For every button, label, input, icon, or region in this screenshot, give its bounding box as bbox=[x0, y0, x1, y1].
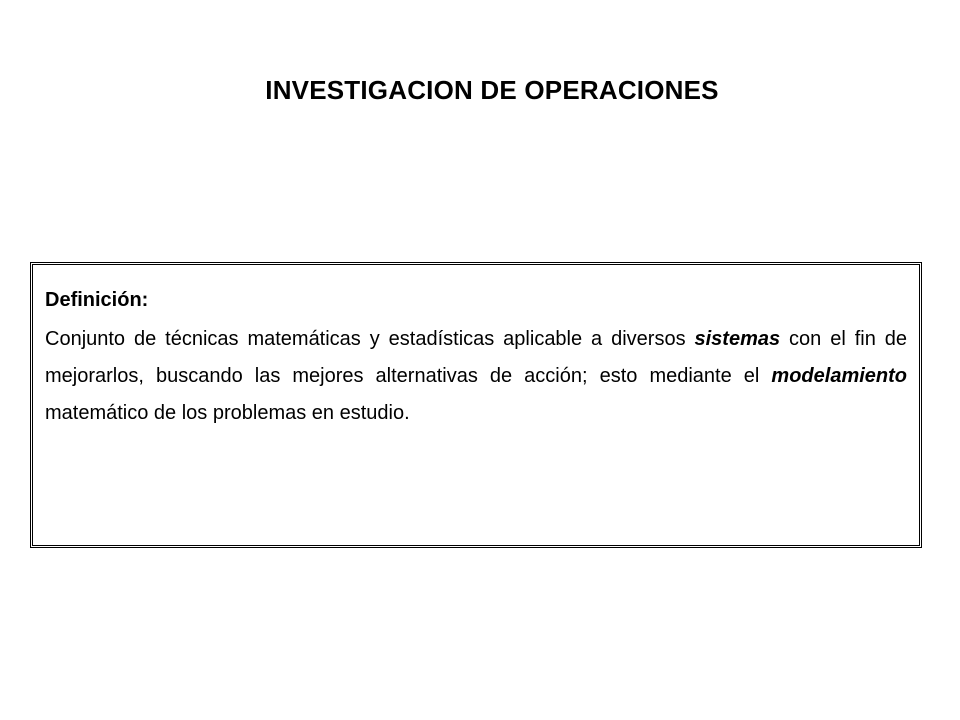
slide-title: INVESTIGACION DE OPERACIONES bbox=[265, 75, 719, 105]
definition-heading: Definición: bbox=[45, 289, 149, 311]
definition-text-part-2: con el fin de mejorarlos, buscando las mejores alternativas de acción; esto mediante el bbox=[45, 328, 907, 387]
term-sistemas: sistemas bbox=[694, 328, 781, 350]
definition-text bbox=[45, 321, 907, 432]
term-modelamiento: modelamiento bbox=[771, 365, 907, 387]
definition-text-part-3: matemático de los problemas en estudio. bbox=[45, 402, 410, 424]
definition-text-part-1: Conjunto de técnicas matemáticas y estadísticas aplicable a diversos bbox=[45, 328, 695, 350]
definition-box bbox=[30, 262, 922, 548]
